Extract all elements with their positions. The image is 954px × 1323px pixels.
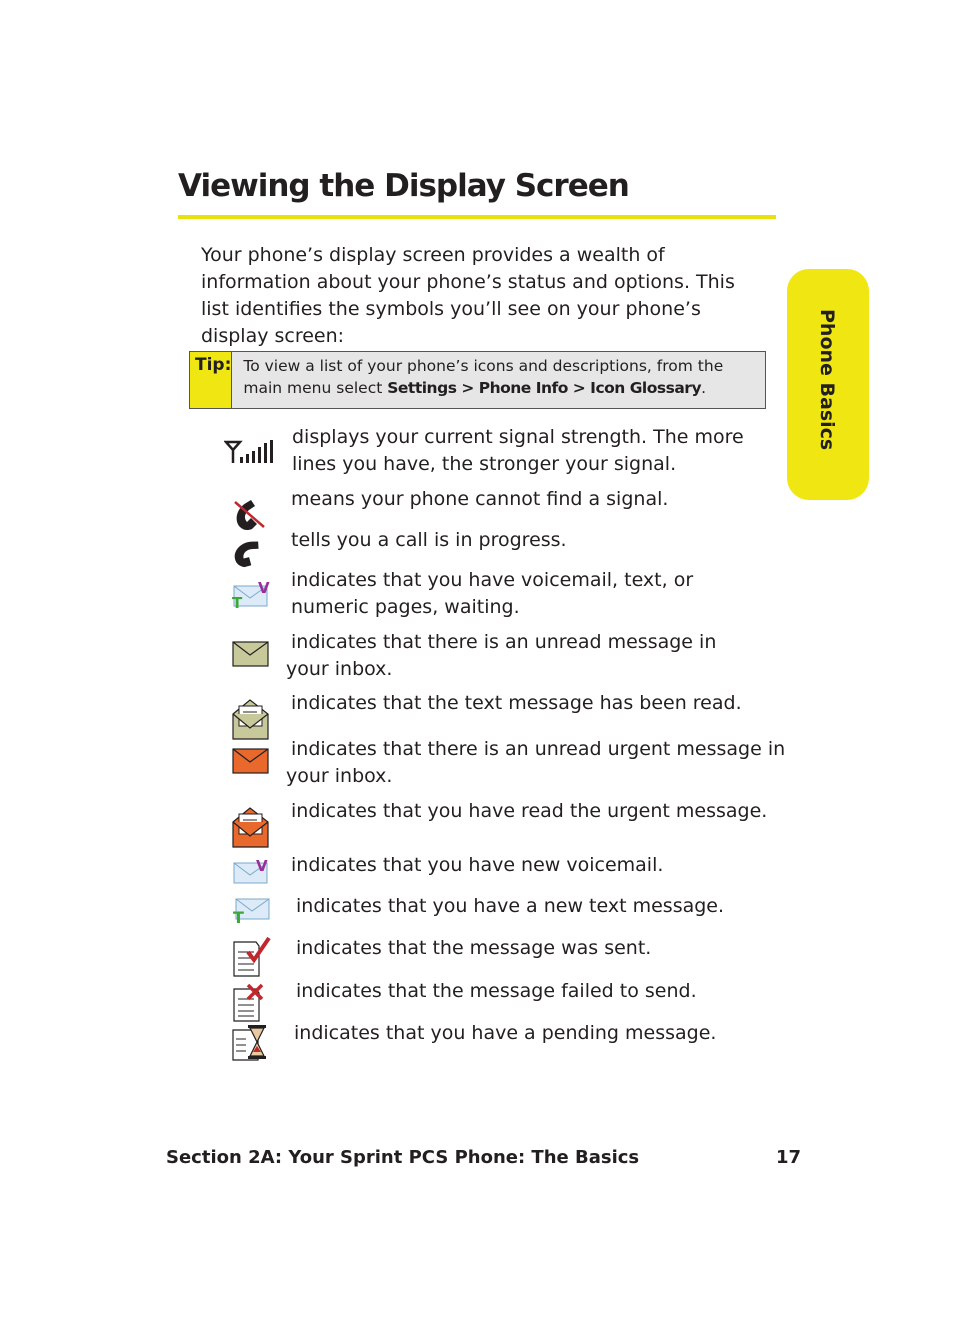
list-item: indicates that you have voicemail, text, or numeric pages, waiting. [291,569,694,618]
page-number: 17 [776,1147,802,1168]
side-tab-label: Phone Basics [816,309,838,451]
list-item: indicates that you have a pending message. [294,1022,717,1044]
title-underline [178,215,776,219]
list-item: indicates that the message failed to send. [296,980,697,1002]
signal-strength-icon [224,439,280,465]
read-message-icon [232,698,270,740]
new-text-message-icon [231,896,273,924]
list-item: indicates that there is an unread message in your inbox. [286,631,717,680]
list-item: indicates that you have a new text message. [296,895,725,917]
section-side-tab [787,269,869,500]
menu-icon-glossary: Icon Glossary [590,379,702,397]
list-item: indicates that there is an unread urgent message in your inbox. [286,738,786,787]
no-signal-icon [232,497,268,531]
menu-settings: Settings [387,379,457,397]
tip-box [189,351,766,409]
tip-text: To view a list of your phone’s icons and descriptions, from the main menu select Settings > Phone Info > Icon Glossary. [243,357,724,397]
list-item: indicates that you have new voicemail. [291,854,664,876]
new-voicemail-icon [231,857,273,885]
list-item: indicates that the message was sent. [296,937,652,959]
svg-text:V: V [256,857,268,875]
list-item: tells you a call is in progress. [291,529,567,551]
svg-text:V: V [258,580,270,597]
read-urgent-message-icon [232,806,270,848]
intro-paragraph: Your phone’s display screen provides a wealth of information about your phone’s status and options. This list identifies the symbols you’ll see on your phone’s display screen: [201,244,735,347]
page-title: Viewing the Display Screen [178,168,629,204]
unread-urgent-message-icon [232,748,270,775]
list-item: indicates that you have read the urgent message. [291,800,768,822]
footer-section-title: Section 2A: Your Sprint PCS Phone: The Basics [166,1147,640,1168]
message-sent-icon [232,936,272,978]
list-item: displays your current signal strength. The more lines you have, the stronger your signal. [292,426,744,475]
svg-text:T: T [233,908,244,924]
unread-message-icon [232,641,270,668]
svg-text:T: T [232,594,243,610]
pending-message-icon [231,1024,271,1062]
voicemail-text-icon [231,580,273,610]
message-failed-icon [232,983,272,1023]
tip-label: Tip: [190,352,232,408]
list-item: means your phone cannot find a signal. [291,488,669,510]
menu-phone-info: Phone Info [478,379,568,397]
call-in-progress-icon [232,535,268,569]
list-item: indicates that the text message has been read. [291,692,742,714]
